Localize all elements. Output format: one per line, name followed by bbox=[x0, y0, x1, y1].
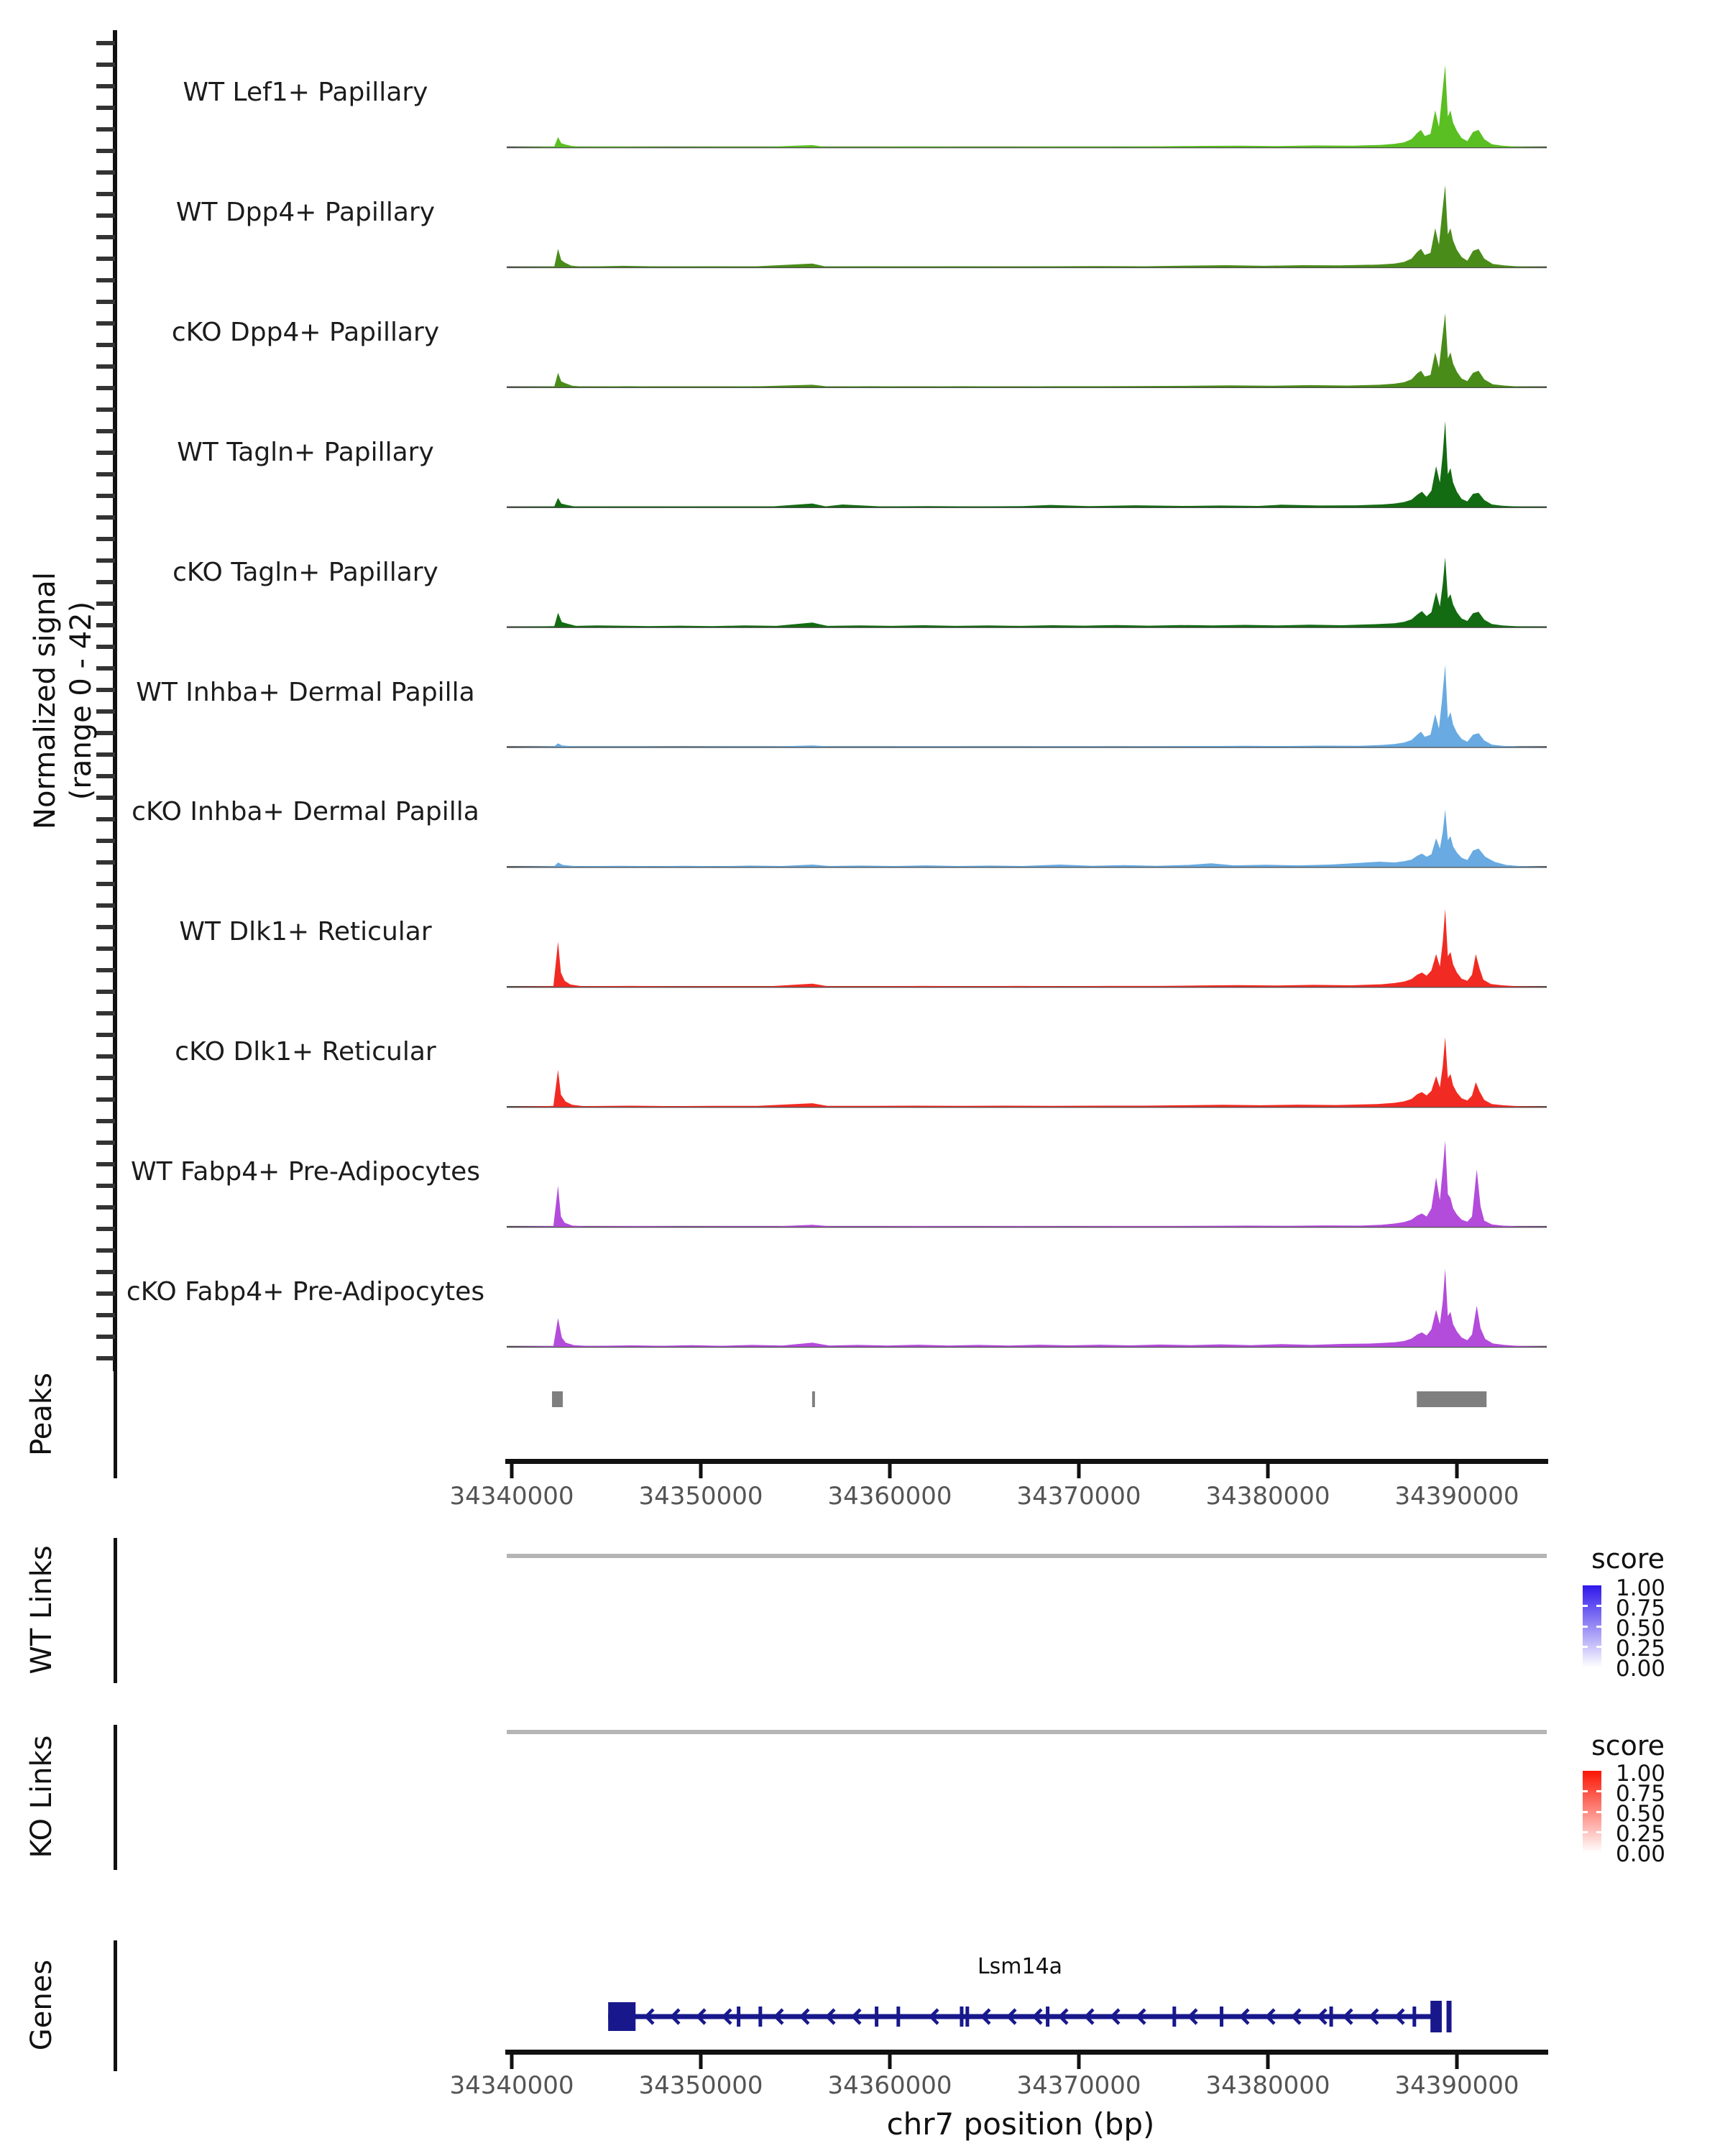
track-label-cko-dlk1: cKO Dlk1+ Reticular bbox=[175, 1037, 436, 1067]
panel-axis-line bbox=[114, 1725, 117, 1870]
x-tick-label: 34390000 bbox=[1394, 1482, 1519, 1511]
coverage-area-4 bbox=[507, 558, 1547, 627]
track-label-cko-dpp4: cKO Dpp4+ Papillary bbox=[171, 318, 440, 347]
genome-axis bbox=[505, 2050, 1548, 2055]
signal-y-axis-tick bbox=[96, 1097, 115, 1102]
genome-axis-tick bbox=[510, 1464, 514, 1478]
x-tick-label: 34370000 bbox=[1016, 2071, 1141, 2100]
gene-exon-tick bbox=[737, 2007, 740, 2027]
wt-legend-tick-label: 0.00 bbox=[1616, 1656, 1666, 1682]
signal-y-axis-tick bbox=[96, 364, 115, 369]
signal-y-axis-tick bbox=[96, 1335, 115, 1339]
signal-y-axis-tick bbox=[96, 494, 115, 498]
x-tick-label: 34360000 bbox=[827, 2071, 952, 2100]
genome-axis-tick bbox=[888, 2055, 892, 2069]
ko-legend-tick-label: 0.00 bbox=[1616, 1841, 1666, 1867]
genome-axis-tick bbox=[510, 2055, 514, 2069]
signal-y-axis-tick bbox=[96, 839, 115, 843]
genome-axis-tick bbox=[888, 1464, 892, 1478]
gene-exon-tick bbox=[965, 2007, 969, 2027]
signal-y-axis-tick bbox=[96, 472, 115, 476]
signal-y-axis-tick bbox=[96, 127, 115, 132]
panel-axis-line bbox=[114, 1355, 117, 1478]
genome-axis-tick bbox=[1266, 1464, 1270, 1478]
signal-y-axis-tick bbox=[96, 1313, 115, 1317]
signal-y-axis-tick bbox=[96, 990, 115, 994]
peak-region bbox=[1417, 1391, 1486, 1407]
peak-region bbox=[552, 1391, 563, 1407]
signal-y-axis-tick bbox=[96, 1119, 115, 1123]
wt-links-legend-gradient bbox=[1583, 1585, 1601, 1667]
signal-y-axis-tick bbox=[96, 537, 115, 541]
x-tick-label: 34380000 bbox=[1205, 2071, 1330, 2100]
signal-y-axis-tick bbox=[96, 1011, 115, 1015]
genome-axis-tick bbox=[1077, 2055, 1081, 2069]
gene-exon-tick bbox=[1412, 2007, 1416, 2027]
x-tick-label: 34340000 bbox=[449, 2071, 574, 2100]
gene-end-bar bbox=[1447, 2001, 1452, 2032]
signal-y-axis-tick bbox=[96, 235, 115, 239]
x-tick-label: 34390000 bbox=[1394, 2071, 1519, 2100]
genome-axis-tick bbox=[699, 2055, 703, 2069]
legend-bar-tick bbox=[1596, 1605, 1601, 1607]
signal-y-axis-tick bbox=[96, 1141, 115, 1145]
x-tick-label: 34360000 bbox=[827, 1482, 952, 1511]
ko-legend-tick-label: 0.75 bbox=[1616, 1781, 1666, 1807]
legend-bar-tick bbox=[1596, 1831, 1601, 1833]
legend-bar-tick bbox=[1583, 1811, 1588, 1813]
coverage-area-7 bbox=[507, 909, 1547, 987]
track-label-wt-tagln: WT Tagln+ Papillary bbox=[177, 438, 434, 467]
coverage-area-9 bbox=[507, 1141, 1547, 1227]
gene-end-exon bbox=[1430, 2001, 1442, 2032]
gene-exon-tick bbox=[1330, 2007, 1333, 2027]
gene-utr-box bbox=[608, 2002, 635, 2031]
ko-links-panel-label: KO Links bbox=[25, 1735, 58, 1858]
wt-legend-tick-label: 0.75 bbox=[1616, 1595, 1666, 1621]
genome-axis bbox=[505, 1459, 1548, 1464]
track-label-wt-fabp4: WT Fabp4+ Pre-Adipocytes bbox=[131, 1157, 480, 1187]
signal-y-axis-tick bbox=[96, 515, 115, 520]
coverage-area-5 bbox=[507, 665, 1547, 747]
signal-axis-label-line1: Normalized signal bbox=[29, 572, 62, 829]
signal-y-axis-tick bbox=[96, 1356, 115, 1360]
coverage-area-2 bbox=[507, 313, 1547, 387]
signal-y-axis-tick bbox=[96, 149, 115, 153]
track-label-wt-dlk1: WT Dlk1+ Reticular bbox=[179, 917, 432, 946]
panel-axis-line bbox=[114, 1538, 117, 1683]
coverage-area-8 bbox=[507, 1037, 1547, 1107]
signal-y-axis-tick bbox=[96, 63, 115, 67]
signal-y-axis-tick bbox=[96, 300, 115, 304]
gene-exon-tick bbox=[896, 2007, 900, 2027]
peak-region bbox=[812, 1391, 815, 1407]
signal-y-axis-tick bbox=[96, 882, 115, 886]
legend-bar-tick bbox=[1596, 1646, 1601, 1648]
gene-exon-tick bbox=[875, 2007, 878, 2027]
x-tick-label: 34370000 bbox=[1016, 1482, 1141, 1511]
coverage-area-3 bbox=[507, 421, 1547, 507]
genome-axis-tick bbox=[1077, 1464, 1081, 1478]
wt-legend-tick-label: 0.50 bbox=[1616, 1616, 1666, 1641]
signal-y-axis-tick bbox=[96, 1227, 115, 1231]
signal-axis-label-line2: (range 0 - 42) bbox=[65, 601, 98, 801]
legend-bar-tick bbox=[1583, 1831, 1588, 1833]
signal-y-axis-tick bbox=[96, 860, 115, 865]
wt-legend-tick-label: 0.25 bbox=[1616, 1636, 1666, 1662]
gene-exon-tick bbox=[1172, 2007, 1176, 2027]
x-axis-title: chr7 position (bp) bbox=[886, 2106, 1155, 2142]
legend-bar-tick bbox=[1583, 1605, 1588, 1607]
x-tick-label: 34380000 bbox=[1205, 1482, 1330, 1511]
gene-exon-tick bbox=[1046, 2007, 1049, 2027]
wt-links-legend-title: score bbox=[1591, 1543, 1665, 1575]
peaks-panel-label: Peaks bbox=[25, 1373, 58, 1456]
signal-y-axis-tick bbox=[96, 1248, 115, 1253]
signal-y-axis-tick bbox=[96, 170, 115, 175]
signal-y-axis-tick bbox=[96, 968, 115, 972]
genome-axis-tick bbox=[699, 1464, 703, 1478]
legend-bar-tick bbox=[1583, 1790, 1588, 1792]
track-label-wt-lef1: WT Lef1+ Papillary bbox=[183, 78, 428, 107]
gene-name-label: Lsm14a bbox=[977, 1954, 1063, 1979]
panel-axis-line bbox=[114, 1940, 117, 2071]
coverage-area-6 bbox=[507, 809, 1547, 867]
coverage-area-0 bbox=[507, 65, 1547, 147]
ko-legend-tick-label: 0.50 bbox=[1616, 1801, 1666, 1827]
genome-axis-tick bbox=[1266, 2055, 1270, 2069]
signal-y-axis-tick bbox=[96, 386, 115, 390]
wt-links-panel-label: WT Links bbox=[25, 1545, 58, 1674]
ko-links-legend-gradient bbox=[1583, 1771, 1601, 1853]
ko-legend-tick-label: 1.00 bbox=[1616, 1761, 1666, 1787]
coverage-area-10 bbox=[507, 1268, 1547, 1347]
x-tick-label: 34340000 bbox=[449, 1482, 574, 1511]
gene-exon-tick bbox=[1220, 2007, 1223, 2027]
track-label-wt-dpp4: WT Dpp4+ Papillary bbox=[175, 198, 436, 227]
signal-y-axis-tick bbox=[96, 41, 115, 45]
x-tick-label: 34350000 bbox=[638, 2071, 763, 2100]
legend-bar-tick bbox=[1596, 1790, 1601, 1792]
gene-exon-tick bbox=[758, 2007, 762, 2027]
signal-y-axis-tick bbox=[96, 257, 115, 261]
legend-bar-tick bbox=[1583, 1626, 1588, 1628]
signal-y-axis-tick bbox=[96, 903, 115, 908]
legend-bar-tick bbox=[1596, 1626, 1601, 1628]
coverage-area-1 bbox=[507, 185, 1547, 267]
track-label-cko-inhba: cKO Inhba+ Dermal Papilla bbox=[132, 797, 479, 826]
signal-y-axis-tick bbox=[96, 1076, 115, 1080]
track-label-wt-inhba: WT Inhba+ Dermal Papilla bbox=[136, 678, 475, 707]
genome-axis-tick bbox=[1455, 1464, 1459, 1478]
signal-y-axis-tick bbox=[96, 407, 115, 412]
x-tick-label: 34350000 bbox=[638, 1482, 763, 1511]
ko-legend-tick-label: 0.25 bbox=[1616, 1821, 1666, 1847]
track-label-cko-tagln: cKO Tagln+ Papillary bbox=[172, 558, 438, 587]
legend-bar-tick bbox=[1596, 1811, 1601, 1813]
gene-exon-tick bbox=[960, 2007, 963, 2027]
legend-bar-tick bbox=[1583, 1646, 1588, 1648]
genes-panel-label: Genes bbox=[25, 1959, 58, 2051]
ko-links-legend-title: score bbox=[1591, 1730, 1665, 1761]
wt-legend-tick-label: 1.00 bbox=[1616, 1575, 1666, 1601]
signal-y-axis-tick bbox=[96, 278, 115, 282]
signal-y-axis-tick bbox=[96, 1205, 115, 1210]
signal-y-axis-tick bbox=[96, 429, 115, 433]
track-label-cko-fabp4: cKO Fabp4+ Pre-Adipocytes bbox=[126, 1277, 485, 1307]
genome-axis-tick bbox=[1455, 2055, 1459, 2069]
